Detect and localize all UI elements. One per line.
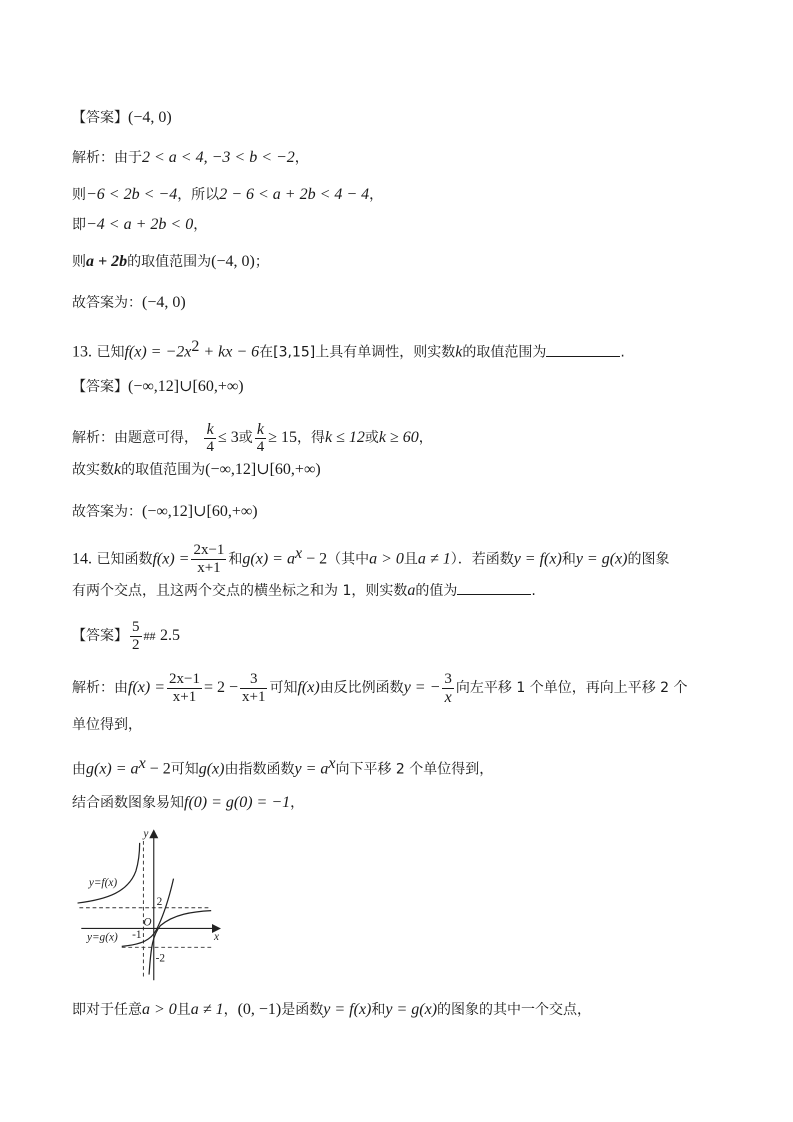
text: 结合函数图象易知 xyxy=(72,795,184,811)
text: 或 xyxy=(238,430,253,446)
analysis-13-line1 xyxy=(72,418,433,458)
math: g(x) = a xyxy=(86,760,139,778)
analysis-14-line4 xyxy=(72,1000,591,1020)
text: 由指数函数 xyxy=(224,761,295,778)
fraction xyxy=(130,619,142,654)
label-f: y=f(x) xyxy=(88,877,118,890)
text: 由反比例函数 xyxy=(319,680,404,696)
text: 的取值范围为 xyxy=(127,254,212,270)
math-bold: a + 2b xyxy=(86,253,128,270)
math: k xyxy=(114,461,122,478)
math: f(x) = −2x xyxy=(124,343,192,361)
math: − 2 xyxy=(145,760,171,778)
exponent: 2 xyxy=(191,338,200,355)
math: f(0) = g(0) = −1 xyxy=(184,794,291,811)
math: a ≠ 1 xyxy=(190,1001,224,1018)
math: + kx − 6 xyxy=(199,343,260,361)
final-answer-13 xyxy=(72,502,258,522)
text: 或 xyxy=(364,430,379,446)
math: g(x) xyxy=(198,760,225,778)
answer-12 xyxy=(72,108,172,128)
exponent: x xyxy=(294,545,303,562)
text: 的值为 xyxy=(415,583,458,599)
text: . xyxy=(531,583,536,599)
numerator: k xyxy=(204,421,216,439)
fraction xyxy=(167,671,202,706)
text: ， xyxy=(223,1002,238,1018)
analysis-14-line1 xyxy=(72,668,688,708)
math: 2 − 6 < a + 2b < 4 − 4 xyxy=(219,186,370,203)
math: y = f(x) xyxy=(513,550,562,568)
analysis-13-line2 xyxy=(72,460,321,480)
denominator: x xyxy=(444,688,452,706)
analysis-12-line2 xyxy=(72,185,383,205)
math: k ≤ 12 xyxy=(325,429,365,446)
text: 已知 xyxy=(96,344,125,361)
text: 则 xyxy=(72,254,86,270)
question-number: 14. xyxy=(72,550,92,568)
text: ）．若函数 xyxy=(450,551,514,568)
denominator: x+1 xyxy=(242,688,266,705)
exponent: x xyxy=(328,755,336,772)
origin-label: O xyxy=(143,916,152,929)
question-13 xyxy=(72,337,625,363)
analysis-label: 解析： xyxy=(72,430,114,446)
numerator: 3 xyxy=(240,671,267,689)
text: 由 xyxy=(114,680,128,696)
math: a xyxy=(407,582,416,599)
answer-label: 【答案】 xyxy=(72,379,128,395)
tick-neg2: -2 xyxy=(155,952,166,965)
text: ，所以 xyxy=(177,187,220,203)
text: 由题意可得， xyxy=(114,430,198,446)
question-number: 13. xyxy=(72,343,92,361)
math: (0, −1) xyxy=(237,1001,282,1018)
analysis-14-line2 xyxy=(72,754,493,780)
math: a > 0 xyxy=(142,1001,177,1018)
fraction xyxy=(240,671,267,706)
text: 由于 xyxy=(114,150,142,166)
math: ≤ 3 xyxy=(217,429,239,446)
math: f(x) xyxy=(297,679,320,696)
analysis-14-line3 xyxy=(72,793,304,813)
answer-label: 【答案】 xyxy=(72,110,128,126)
exponent: x xyxy=(138,755,146,772)
denominator: x+1 xyxy=(172,688,197,705)
analysis-12-line3 xyxy=(72,215,207,235)
math: f(x) = xyxy=(152,550,190,568)
answer-blank xyxy=(546,342,620,357)
math: y = g(x) xyxy=(575,550,628,568)
math: a ≠ 1 xyxy=(417,550,451,568)
text: （其中 xyxy=(327,551,370,568)
analysis-label: 解析： xyxy=(72,680,114,696)
text: 由 xyxy=(72,761,86,778)
separator: ## xyxy=(143,629,156,643)
final-answer-12 xyxy=(72,293,186,313)
text: ， xyxy=(294,150,309,166)
math: (−∞,12]∪[60,+∞) xyxy=(142,503,258,520)
text: 和 xyxy=(561,551,576,568)
text: ， xyxy=(193,217,208,233)
analysis-12-line4 xyxy=(72,252,269,272)
math: y = a xyxy=(294,760,329,778)
math: f(x) = xyxy=(128,679,165,696)
text: 向下平移 2 个单位得到， xyxy=(335,761,494,778)
answer-value: (−∞,12]∪[60,+∞) xyxy=(128,378,244,395)
fraction xyxy=(442,671,454,706)
math: y = − xyxy=(403,679,441,696)
text: 即对于任意 xyxy=(72,1002,142,1018)
answer-label: 【答案】 xyxy=(72,628,128,644)
text: 是函数 xyxy=(281,1002,324,1018)
text: 已知函数 xyxy=(96,551,153,568)
text: 且 xyxy=(403,551,418,568)
denominator: 4 xyxy=(256,438,265,455)
analysis-14-line1-cont xyxy=(72,715,142,735)
text: ； xyxy=(254,254,269,270)
text: 即 xyxy=(72,217,86,233)
text: 故答案为： xyxy=(72,295,142,311)
math: ≥ 15 xyxy=(268,429,298,446)
numerator: k xyxy=(255,421,267,439)
tick-2: 2 xyxy=(156,895,163,908)
answer-14 xyxy=(72,616,180,656)
numerator: 2x−1 xyxy=(169,670,200,687)
fraction xyxy=(255,421,267,456)
analysis-label: 解析： xyxy=(72,150,114,166)
text: ， xyxy=(369,187,384,203)
label-g: y=g(x) xyxy=(86,931,118,944)
math: g(x) = a xyxy=(242,550,295,568)
math: (−∞,12]∪[60,+∞) xyxy=(205,461,321,478)
math: a > 0 xyxy=(369,550,404,568)
answer-value: (−4, 0) xyxy=(128,109,172,126)
text: 且 xyxy=(176,1002,191,1018)
text: 在[3,15]上具有单调性，则实数 xyxy=(259,344,456,361)
numerator: 3 xyxy=(444,670,452,687)
text: 有两个交点，且这两个交点的横坐标之和为 1，则实数 xyxy=(72,583,408,599)
text: 和 xyxy=(371,1002,386,1018)
curve-f-right xyxy=(149,911,211,975)
question-14-line1 xyxy=(72,534,669,580)
text: 则 xyxy=(72,187,86,203)
curve-f-left xyxy=(78,843,140,903)
answer-blank xyxy=(457,580,531,595)
numerator: 2x−1 xyxy=(193,542,225,559)
answer-13 xyxy=(72,377,244,397)
math: (−4, 0) xyxy=(142,294,186,311)
tick-neg1: -1 xyxy=(132,928,142,941)
curve-g xyxy=(122,879,174,947)
function-graph xyxy=(70,824,230,984)
text: 故答案为： xyxy=(72,504,142,520)
math: (−4, 0) xyxy=(211,253,255,270)
math: −6 < 2b < −4 xyxy=(86,186,178,203)
text: 可知 xyxy=(269,680,298,696)
text: ，得 xyxy=(297,430,326,446)
text: 向左平移 1 个单位，再向上平移 2 个 xyxy=(455,680,688,696)
text: 的图象的其中一个交点， xyxy=(437,1002,592,1018)
answer-value: 2.5 xyxy=(159,627,180,644)
text: ， xyxy=(290,795,305,811)
math: y = f(x) xyxy=(323,1001,372,1018)
text: 的图象 xyxy=(627,551,670,568)
axis-y-label: y xyxy=(143,828,149,841)
text: 故实数 xyxy=(72,462,114,478)
text: 和 xyxy=(228,551,243,568)
math: 2 < a < 4, −3 < b < −2 xyxy=(142,149,295,166)
math: k xyxy=(455,343,463,361)
text: 可知 xyxy=(170,761,199,778)
text: 单位得到， xyxy=(72,717,142,733)
numerator: 5 xyxy=(132,618,140,635)
denominator: 2 xyxy=(132,636,140,653)
math: k ≥ 60 xyxy=(378,429,419,446)
fraction xyxy=(204,421,216,456)
denominator: x+1 xyxy=(197,560,221,577)
math: = 2 − xyxy=(203,679,239,696)
text: 的取值范围为 xyxy=(462,344,547,361)
denominator: 4 xyxy=(206,438,214,455)
text: ， xyxy=(418,430,433,446)
text: . xyxy=(620,344,625,361)
text: 的取值范围为 xyxy=(121,462,206,478)
math: y = g(x) xyxy=(385,1001,438,1018)
question-14-line2 xyxy=(72,580,536,601)
analysis-12-line1 xyxy=(72,148,309,168)
math: − 2 xyxy=(302,550,328,568)
math: −4 < a + 2b < 0 xyxy=(86,216,194,233)
fraction xyxy=(191,542,226,577)
axis-x-label: x xyxy=(214,930,220,943)
